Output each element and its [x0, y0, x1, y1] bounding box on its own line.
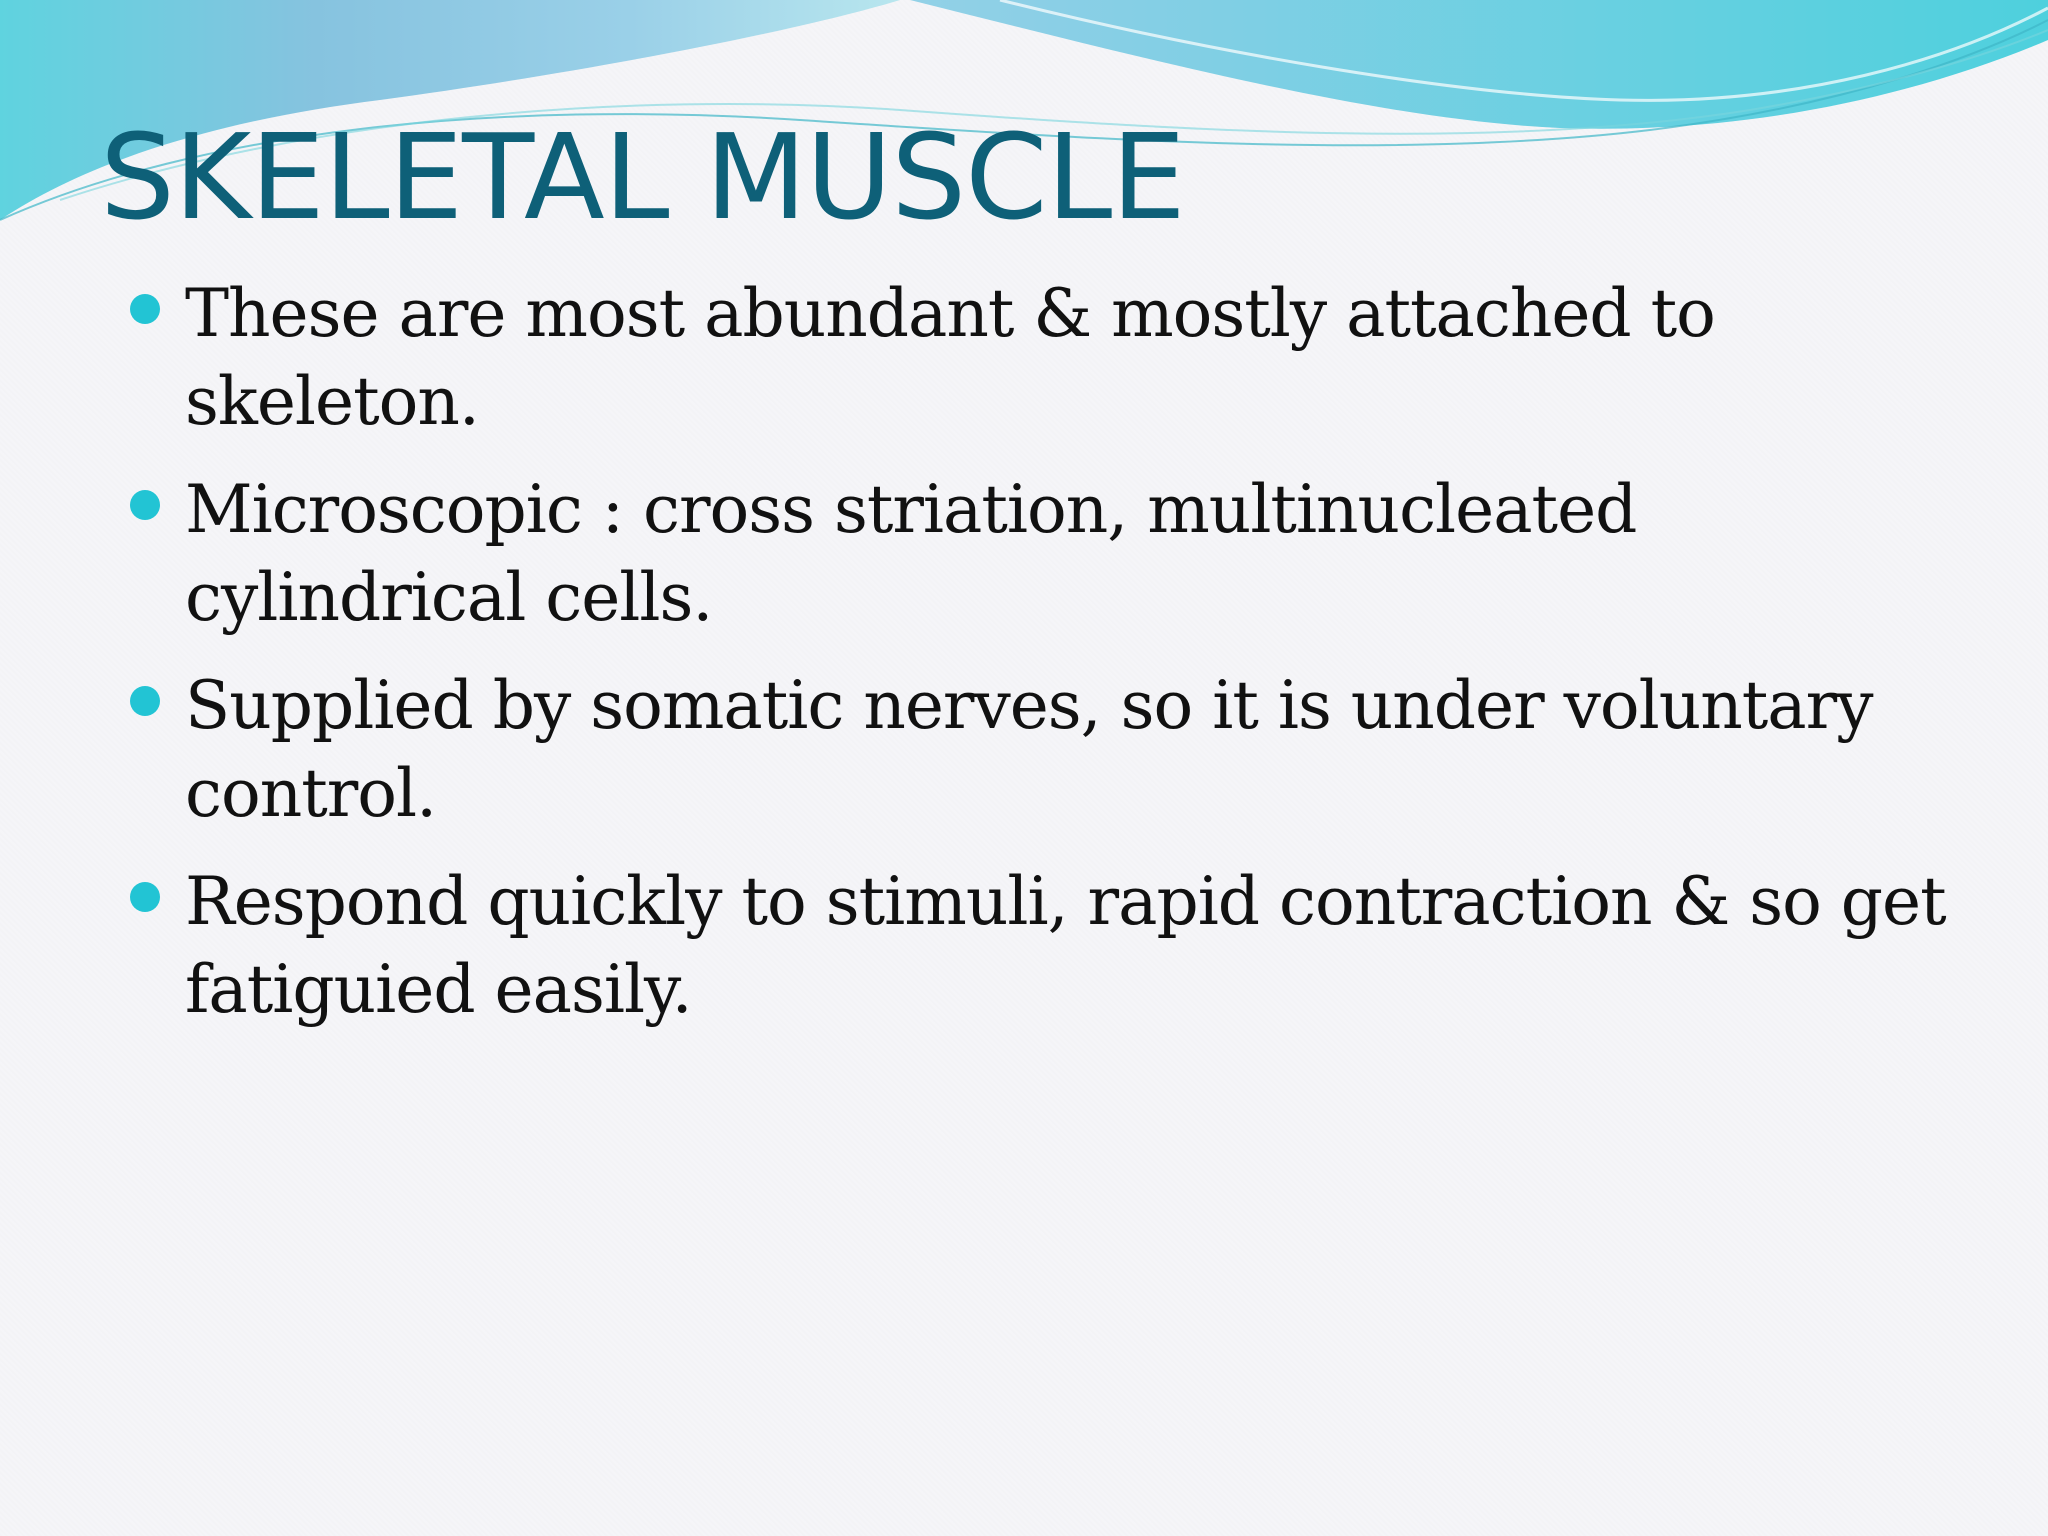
- bullet-text: Microscopic : cross striation, multinucleated cylindrical cells.: [185, 471, 1637, 636]
- bullet-text: These are most abundant & mostly attached to skeleton.: [185, 275, 1715, 440]
- bullet-dot-icon: [130, 294, 160, 324]
- bullet-item: [185, 466, 1985, 642]
- bullet-text: Respond quickly to stimuli, rapid contraction & so get fatiguied easily.: [185, 863, 1946, 1028]
- bullet-dot-icon: [130, 686, 160, 716]
- bullet-dot-icon: [130, 882, 160, 912]
- bullet-item: [185, 270, 1985, 446]
- bullet-item: [185, 858, 1985, 1034]
- bullet-list: [185, 270, 1985, 1054]
- bullet-dot-icon: [130, 490, 160, 520]
- slide-title: SKELETAL MUSCLE: [100, 108, 1185, 246]
- bullet-text: Supplied by somatic nerves, so it is under voluntary control.: [185, 667, 1873, 832]
- bullet-item: [185, 662, 1985, 838]
